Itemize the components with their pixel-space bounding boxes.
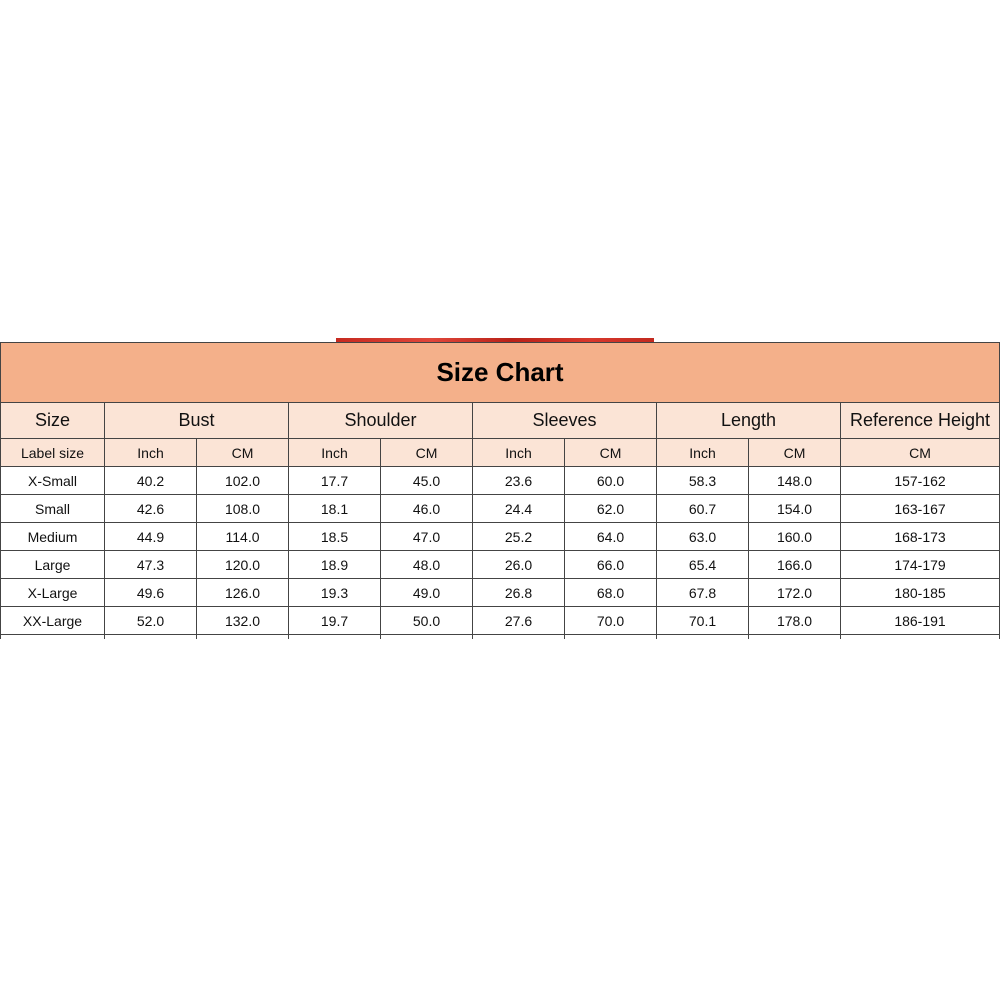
cell-bust-inch: 44.9 [105, 523, 197, 551]
unit-length-cm: CM [749, 439, 841, 467]
title-row [1, 343, 1000, 403]
cell-bust-cm: 120.0 [197, 551, 289, 579]
cell-size: Large [1, 551, 105, 579]
cell-sleeves-cm: 66.0 [565, 551, 657, 579]
tail-cell [841, 635, 1000, 640]
tail-cell [657, 635, 749, 640]
cell-shoulder-inch: 19.3 [289, 579, 381, 607]
tail-cell [565, 635, 657, 640]
unit-label-size: Label size [1, 439, 105, 467]
cell-shoulder-cm: 46.0 [381, 495, 473, 523]
cell-shoulder-inch: 18.9 [289, 551, 381, 579]
cell-sleeves-cm: 62.0 [565, 495, 657, 523]
cell-sleeves-inch: 27.6 [473, 607, 565, 635]
cell-bust-inch: 52.0 [105, 607, 197, 635]
size-chart-table [0, 342, 1000, 639]
cell-length-inch: 63.0 [657, 523, 749, 551]
cell-length-cm: 154.0 [749, 495, 841, 523]
cell-shoulder-cm: 48.0 [381, 551, 473, 579]
cell-bust-cm: 114.0 [197, 523, 289, 551]
cell-shoulder-cm: 45.0 [381, 467, 473, 495]
tail-cell [105, 635, 197, 640]
unit-length-inch: Inch [657, 439, 749, 467]
cell-shoulder-cm: 50.0 [381, 607, 473, 635]
header-bust: Bust [105, 403, 289, 439]
cell-size: X-Large [1, 579, 105, 607]
cell-size: Small [1, 495, 105, 523]
unit-sleeves-cm: CM [565, 439, 657, 467]
table-row [1, 607, 1000, 635]
table-row [1, 467, 1000, 495]
unit-row [1, 439, 1000, 467]
cell-size: Medium [1, 523, 105, 551]
cell-bust-inch: 42.6 [105, 495, 197, 523]
cell-sleeves-cm: 64.0 [565, 523, 657, 551]
cell-bust-inch: 47.3 [105, 551, 197, 579]
cell-sleeves-inch: 26.8 [473, 579, 565, 607]
cell-length-inch: 58.3 [657, 467, 749, 495]
unit-shoulder-inch: Inch [289, 439, 381, 467]
cell-shoulder-cm: 47.0 [381, 523, 473, 551]
cell-shoulder-inch: 19.7 [289, 607, 381, 635]
unit-height-cm: CM [841, 439, 1000, 467]
tail-cell [749, 635, 841, 640]
cell-height-cm: 186-191 [841, 607, 1000, 635]
cell-length-inch: 60.7 [657, 495, 749, 523]
cell-sleeves-inch: 26.0 [473, 551, 565, 579]
unit-bust-cm: CM [197, 439, 289, 467]
header-reference-height: Reference Height [841, 403, 1000, 439]
cell-height-cm: 168-173 [841, 523, 1000, 551]
tail-cell [197, 635, 289, 640]
cell-sleeves-cm: 70.0 [565, 607, 657, 635]
cell-shoulder-cm: 49.0 [381, 579, 473, 607]
header-size: Size [1, 403, 105, 439]
cell-sleeves-cm: 68.0 [565, 579, 657, 607]
cell-sleeves-inch: 23.6 [473, 467, 565, 495]
cell-bust-cm: 102.0 [197, 467, 289, 495]
header-row [1, 403, 1000, 439]
header-shoulder: Shoulder [289, 403, 473, 439]
cell-length-cm: 160.0 [749, 523, 841, 551]
cell-sleeves-inch: 24.4 [473, 495, 565, 523]
cell-height-cm: 180-185 [841, 579, 1000, 607]
tail-cell [289, 635, 381, 640]
tail-cell [473, 635, 565, 640]
cell-bust-inch: 49.6 [105, 579, 197, 607]
unit-bust-inch: Inch [105, 439, 197, 467]
cell-bust-cm: 126.0 [197, 579, 289, 607]
cell-shoulder-inch: 18.5 [289, 523, 381, 551]
table-tail-row [1, 635, 1000, 640]
cell-shoulder-inch: 18.1 [289, 495, 381, 523]
cell-length-inch: 67.8 [657, 579, 749, 607]
cell-sleeves-cm: 60.0 [565, 467, 657, 495]
tail-cell [381, 635, 473, 640]
cell-height-cm: 157-162 [841, 467, 1000, 495]
table-row [1, 551, 1000, 579]
cell-length-cm: 166.0 [749, 551, 841, 579]
header-length: Length [657, 403, 841, 439]
cell-bust-inch: 40.2 [105, 467, 197, 495]
unit-shoulder-cm: CM [381, 439, 473, 467]
cell-height-cm: 174-179 [841, 551, 1000, 579]
cell-bust-cm: 108.0 [197, 495, 289, 523]
header-sleeves: Sleeves [473, 403, 657, 439]
cell-shoulder-inch: 17.7 [289, 467, 381, 495]
table-title: Size Chart [1, 343, 1000, 403]
cell-length-cm: 148.0 [749, 467, 841, 495]
cell-length-cm: 178.0 [749, 607, 841, 635]
cell-length-inch: 65.4 [657, 551, 749, 579]
tail-cell [1, 635, 105, 640]
table-row [1, 579, 1000, 607]
cell-size: X-Small [1, 467, 105, 495]
cell-bust-cm: 132.0 [197, 607, 289, 635]
table-row [1, 495, 1000, 523]
table-row [1, 523, 1000, 551]
cell-size: XX-Large [1, 607, 105, 635]
unit-sleeves-inch: Inch [473, 439, 565, 467]
cell-length-cm: 172.0 [749, 579, 841, 607]
cell-sleeves-inch: 25.2 [473, 523, 565, 551]
cell-length-inch: 70.1 [657, 607, 749, 635]
cell-height-cm: 163-167 [841, 495, 1000, 523]
